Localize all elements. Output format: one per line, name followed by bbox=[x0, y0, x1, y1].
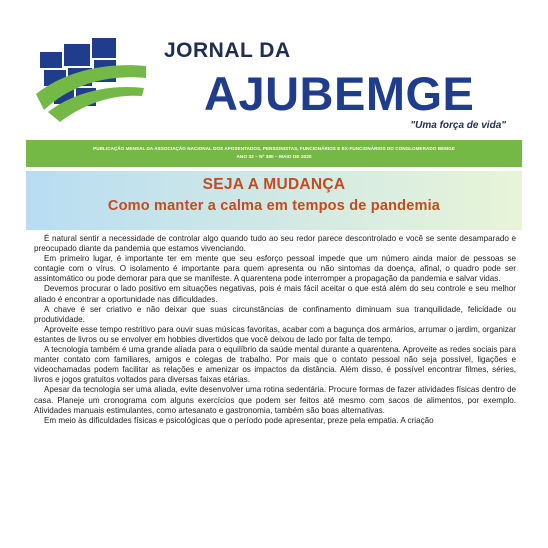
paragraph: É natural sentir a necessidade de controlar algo quando tudo ao seu redor parece descontrolado e você se sente desamparado e preocupado diante da pandemia que estamos vivenciando. bbox=[34, 234, 516, 254]
journal-title: AJUBEMGE bbox=[204, 67, 475, 120]
article-body bbox=[34, 234, 516, 426]
publication-banner bbox=[26, 140, 522, 167]
paragraph: Em meio às dificuldades físicas e psicológicas que o período pode apresentar, preze pela empatia. A criação bbox=[44, 415, 434, 425]
paragraph: A chave é ser criativo e não deixar que suas circunstâncias de confinamento diminuam sua tranquilidade, felicidade ou produtividade. bbox=[34, 304, 516, 324]
journal-title-prefix: JORNAL DA bbox=[164, 39, 291, 62]
paragraph: Devemos procurar o lado positivo em situações negativas, pois é mais fácil aceitar o que está além do seu controle e seu melhor aliado é encontrar a oportunidade nas dificuldades. bbox=[34, 284, 516, 304]
headline-box bbox=[26, 171, 522, 230]
publication-line: PUBLICAÇÃO MENSAL DA ASSOCIAÇÃO NACIONAL DOS APOSENTADOS, PENSIONISTAS, FUNCIONÁRIOS E EX-FUNCIONÁRIOS DO CONGLOMERADO BEMGE bbox=[93, 146, 455, 151]
masthead bbox=[26, 26, 522, 138]
paragraph: Em primeiro lugar, é importante ter em mente que seu esforço pessoal impede que um número ainda maior de pessoas se contagie com o vírus. O isolamento é importante para quem apresenta ou não sintomas da doença, afinal, o quadro pode ser assintomático ou pode demorar para que se manifeste. A quarentena pode interromper a propagação da pandemia e salvar vidas. bbox=[34, 254, 516, 284]
article-subheadline: Como manter a calma em tempos de pandemia bbox=[107, 198, 441, 214]
paragraph: Aproveite esse tempo restritivo para ouvir suas músicas favoritas, acabar com a bagunça dos armários, arrumar o jardim, organizar estantes de livros ou se envolver em hobbies divertidos que você deixou de lado por falta de tempo. bbox=[34, 324, 516, 344]
article-headline: SEJA A MUDANÇA bbox=[202, 176, 346, 193]
ajubemge-logo-icon bbox=[34, 32, 150, 128]
slogan: "Uma força de vida" bbox=[410, 120, 506, 131]
paragraph: A tecnologia também é uma grande aliada para o equilíbrio da saúde mental durante a quarentena. Aproveite as redes sociais para manter contato com familiares, amigos e colegas de trabalho. Por mais que o contato pessoal não seja possível, ligações e videochamadas podem facilitar as relações e amenizar os impactos da distância. Além disso, é possível encontrar filmes, séries, livros e jogos gratuitos voltados para diversas faixas etárias. bbox=[34, 345, 516, 385]
paragraph: Apesar da tecnologia ser uma aliada, evite desenvolver uma rotina sedentária. Procure formas de fazer atividades físicas dentro de casa. Planeje um cronograma com alguns exercícios que podem ser feitos até mesmo com sacos de alimentos, por exemplo. Atividades manuais estimulantes, como artesanato e gastronomia, também são boas alternativas. bbox=[34, 385, 516, 415]
issue-line: ANO 32 – Nº 380 – MAIO DE 2020 bbox=[236, 155, 312, 160]
